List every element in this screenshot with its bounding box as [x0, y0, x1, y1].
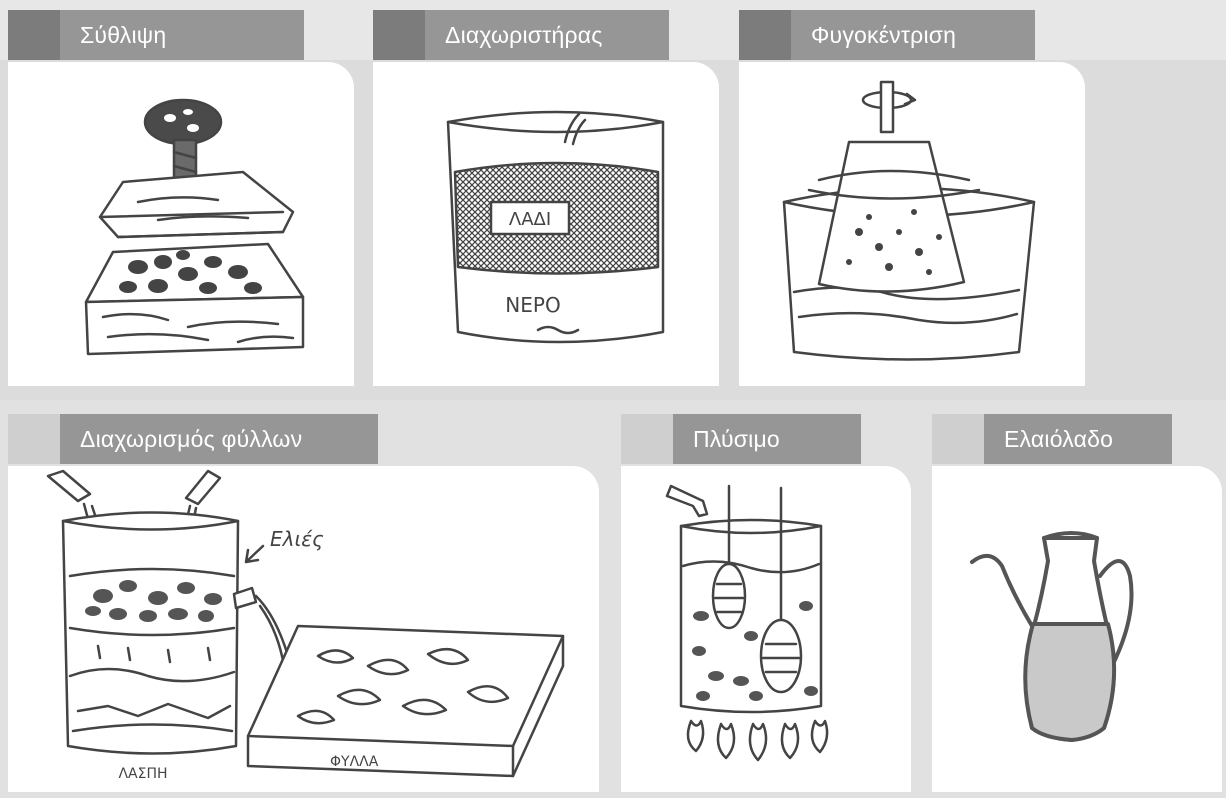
- step-title: Σύθλιψη: [80, 21, 167, 48]
- step-title: Διαχωριστήρας: [445, 21, 603, 48]
- card-leaf-separation: [8, 466, 599, 792]
- centrifuge-icon: [739, 62, 1085, 386]
- tab-square: [932, 414, 984, 464]
- leaf-separation-icon: [8, 466, 599, 792]
- panel-separator: [373, 10, 719, 386]
- step-title: Ελαιόλαδο: [1004, 425, 1114, 452]
- tab-square: [8, 414, 60, 464]
- tab-centrifuge: [739, 10, 1035, 60]
- panel-pressing: [8, 10, 354, 386]
- step-title: Πλύσιμο: [693, 425, 780, 452]
- separator-label-oil: ΛΑΔΙ: [508, 209, 552, 230]
- card-separator: [373, 62, 719, 386]
- tab-square: [373, 10, 425, 60]
- tab-separator: [373, 10, 669, 60]
- card-pressing: [8, 62, 354, 386]
- tab-leaf-separation: [8, 414, 378, 464]
- step-title: Φυγοκέντριση: [811, 21, 957, 48]
- separator-jar-icon: [373, 62, 719, 386]
- panel-leaf-separation: [8, 414, 599, 792]
- card-washing: [621, 466, 911, 792]
- washing-icon: [621, 466, 911, 792]
- leaf-label-olives: Ελιές: [270, 527, 324, 551]
- panel-olive-oil: [932, 414, 1222, 792]
- tab-square: [739, 10, 791, 60]
- press-icon: [8, 62, 354, 386]
- tab-washing: [621, 414, 861, 464]
- card-olive-oil: [932, 466, 1222, 792]
- leaf-label-leaves: ΦΥΛΛΑ: [330, 754, 379, 770]
- card-centrifuge: [739, 62, 1085, 386]
- separator-label-water: ΝΕΡΟ: [505, 293, 561, 317]
- tab-pressing: [8, 10, 304, 60]
- tab-square: [8, 10, 60, 60]
- tab-square: [621, 414, 673, 464]
- step-title: Διαχωρισμός φύλλων: [80, 425, 303, 452]
- tab-olive-oil: [932, 414, 1172, 464]
- olive-oil-jug-icon: [932, 466, 1222, 792]
- panel-centrifuge: [739, 10, 1085, 386]
- leaf-label-sludge: ΛΑΣΠΗ: [118, 766, 168, 782]
- panel-washing: [621, 414, 911, 792]
